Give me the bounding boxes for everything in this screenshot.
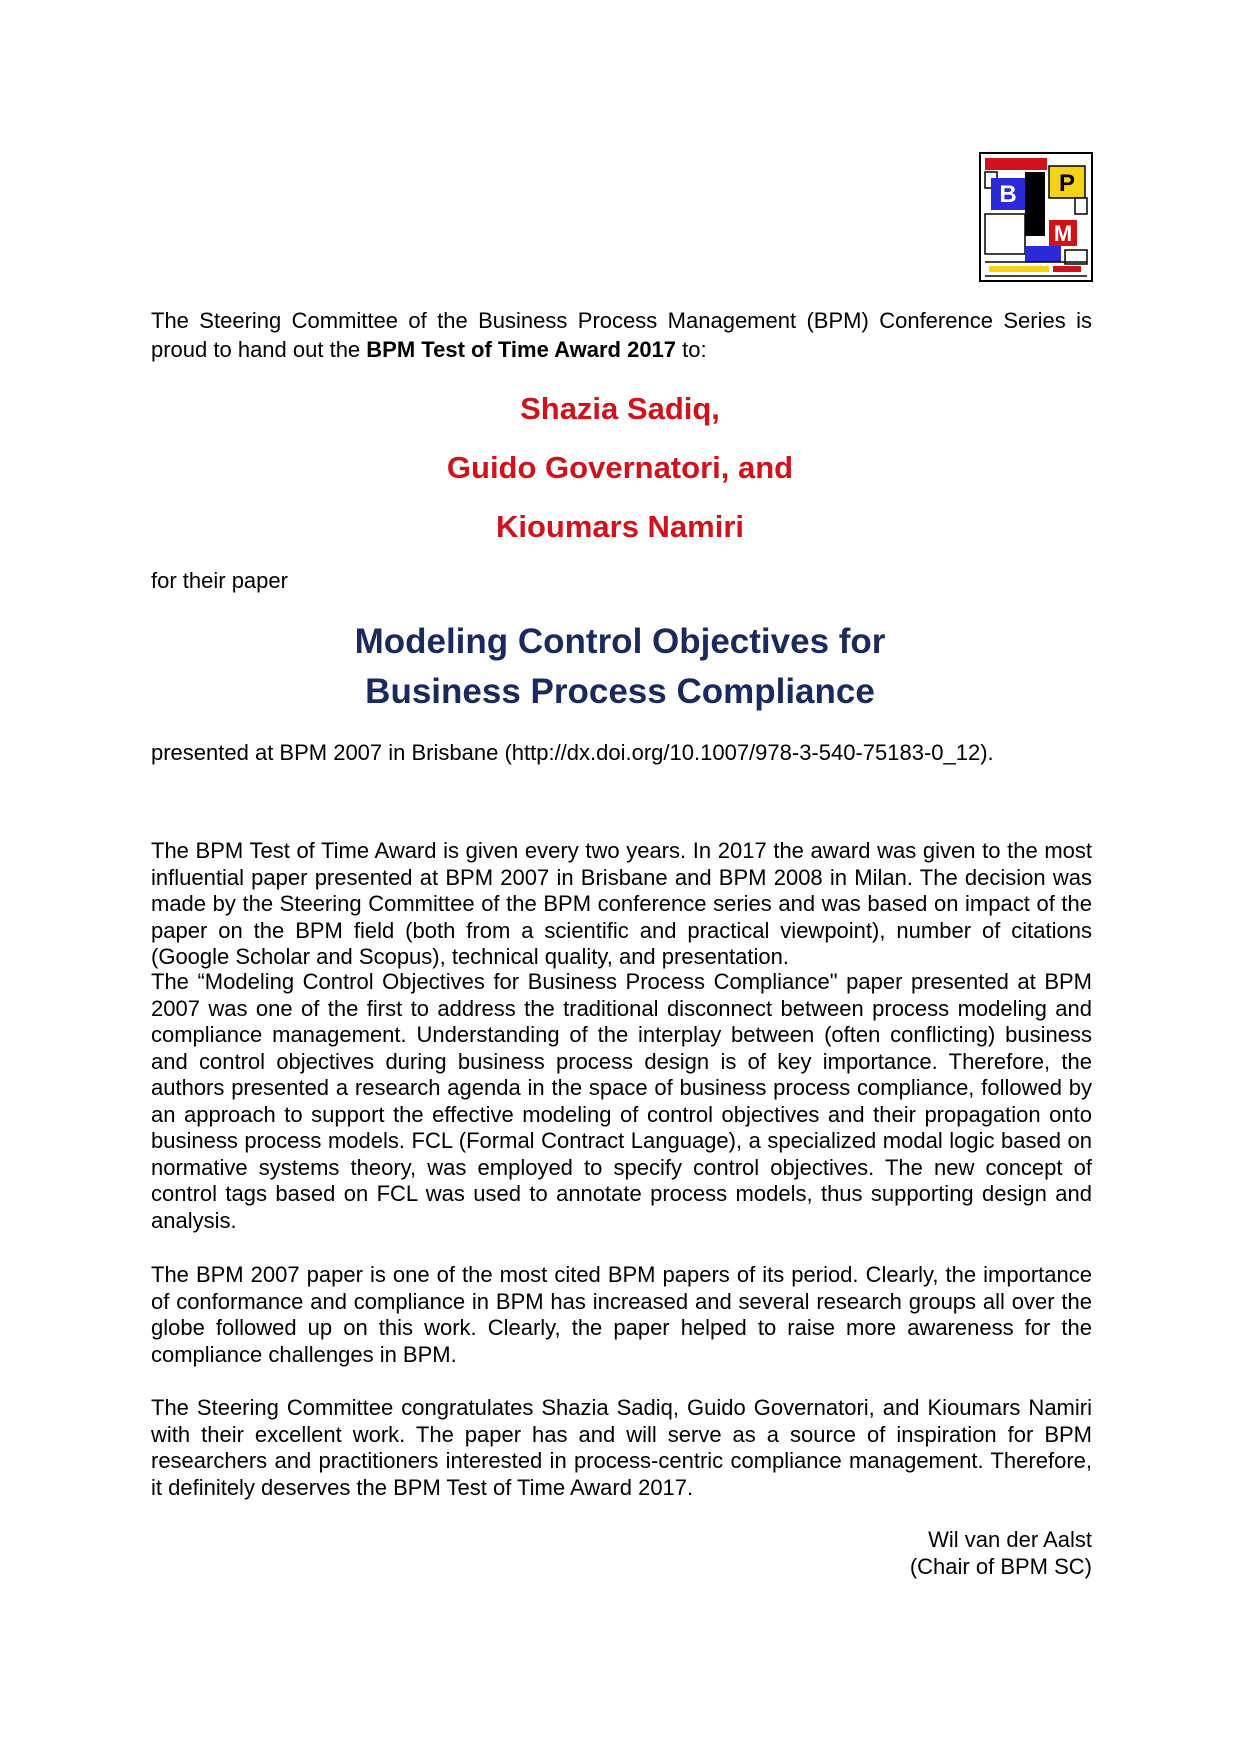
logo-letter-m: M	[1053, 221, 1073, 246]
for-their-paper-label: for their paper	[151, 568, 288, 593]
intro-text-before: The Steering Committee of the Business Process Management (BPM) Conference Series is proud to hand out the	[151, 308, 1092, 362]
awardee-name: Kioumars Namiri	[495, 509, 745, 544]
body-paragraph: The BPM 2007 paper is one of the most cited BPM papers of its period. Clearly, the importance of conformance and compliance in BPM has increased and several research groups all over the globe followed up on this work. Clearly, the paper helped to raise more awareness for the compliance challenges in BPM.	[151, 1262, 1092, 1367]
presented-at-line: presented at BPM 2007 in Brisbane (http://dx.doi.org/10.1007/978-3-540-75183-0_12).	[151, 740, 994, 765]
award-name: BPM Test of Time Award 2017	[366, 337, 677, 362]
body-paragraph: The BPM Test of Time Award is given every two years. In 2017 the award was given to the most influential paper presented at BPM 2007 in Brisbane and BPM 2008 in Milan. The decision was made by the Steering Committee of the BPM conference series and was based on impact of the paper on the BPM field (both from a scientific and practical viewpoint), number of citations (Google Scholar and Scopus), technical quality, and presentation.	[151, 838, 1092, 969]
paper-title-line: Modeling Control Objectives for	[354, 622, 886, 661]
awardee-name: Guido Governatori, and	[446, 450, 794, 485]
logo-letter-p: P	[1058, 170, 1076, 197]
signature-name: Wil van der Aalst	[928, 1527, 1092, 1552]
awardee-name: Shazia Sadiq,	[520, 391, 720, 426]
intro-paragraph	[151, 306, 1092, 364]
paper-title-line: Business Process Compliance	[365, 672, 875, 711]
body-paragraph: The Steering Committee congratulates Shazia Sadiq, Guido Governatori, and Kioumars Namiri with their excellent work. The paper has and will serve as a source of inspiration for BPM researchers and practitioners interested in process-centric compliance management. Therefore, it definitely deserves the BPM Test of Time Award 2017.	[151, 1395, 1092, 1500]
logo-letter-b: B	[999, 181, 1017, 208]
signature-role: (Chair of BPM SC)	[909, 1554, 1092, 1579]
bpm-logo	[979, 152, 1093, 282]
body-paragraph: The “Modeling Control Objectives for Business Process Compliance" paper presented at BPM 2007 was one of the first to address the traditional disconnect between process modeling and compliance management. Understanding of the interplay between (often conflicting) business and control objectives during business process design is of key importance. Therefore, the authors presented a research agenda in the space of business process compliance, followed by an approach to support the effective modeling of control objectives and their propagation onto business process models. FCL (Formal Contract Language), a specialized modal logic based on normative systems theory, was employed to specify control objectives. The new concept of control tags based on FCL was used to annotate process models, thus supporting design and analysis.	[151, 969, 1092, 1233]
intro-text-after: to:	[676, 337, 707, 362]
